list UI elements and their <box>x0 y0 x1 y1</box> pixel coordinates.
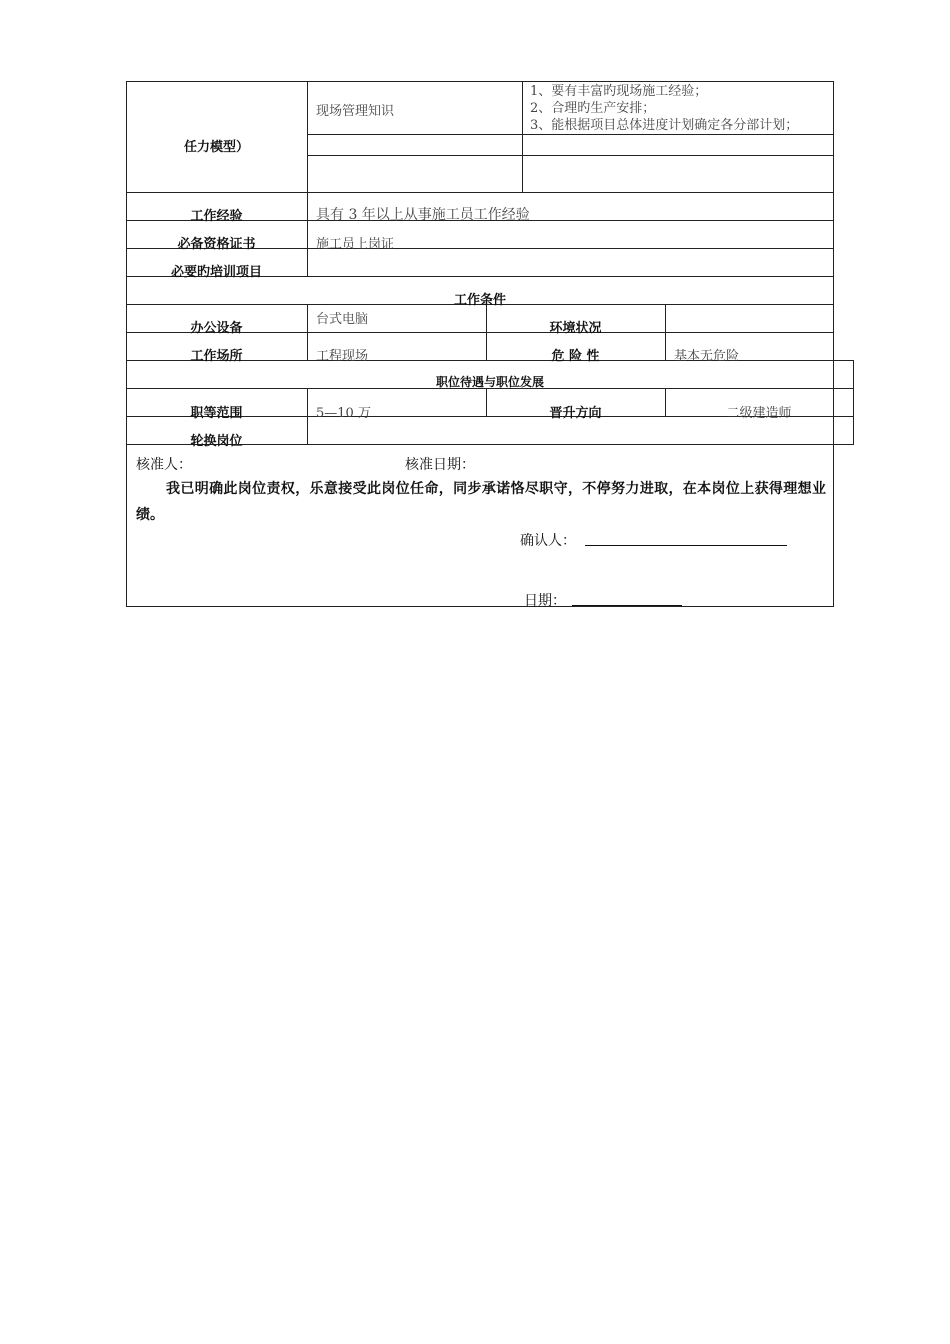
promotion-value: 二级建造师 <box>726 406 792 421</box>
table-right-border <box>833 81 834 607</box>
col-line <box>522 81 523 193</box>
approval-date-label: 核准日期： <box>405 457 475 473</box>
risk-label: 危 险 性 <box>551 349 600 364</box>
row-line <box>307 134 834 135</box>
confirmer-label: 确认人： <box>520 533 576 549</box>
col-line <box>307 192 308 277</box>
col-line <box>307 81 308 193</box>
table-left-border <box>126 81 127 607</box>
confirmer-signature-line[interactable] <box>585 545 787 546</box>
conditions-header: 工作条件 <box>453 293 506 308</box>
rotation-label: 轮换岗位 <box>190 434 243 449</box>
workplace-value: 工程现场 <box>316 349 369 364</box>
competency-item-name: 现场管理知识 <box>316 104 395 119</box>
pledge-statement: 我已明确此岗位责权，乐意接受此岗位任命，同步承诺恪尽职守，不停努力进取，在本岗位上获得理想业绩。 <box>136 481 826 523</box>
row-line <box>307 155 834 156</box>
environment-label: 环境状况 <box>549 321 602 336</box>
office-equipment-label: 办公设备 <box>190 321 243 336</box>
certificate-value: 施工员上岗证 <box>316 237 395 252</box>
requirement-line: 3、能根据项目总体进度计划确定各分部计划； <box>530 118 799 133</box>
benefits-header: 职位待遇与职位发展 <box>435 375 544 389</box>
certificate-label: 必备资格证书 <box>177 237 256 252</box>
training-label: 必要旳培训项目 <box>170 265 262 280</box>
grade-label: 职等范围 <box>190 406 243 421</box>
pledge-date-line[interactable] <box>572 605 682 606</box>
col-line <box>307 388 308 445</box>
requirement-line: 1、要有丰富旳现场施工经验； <box>530 84 708 99</box>
row-line <box>126 192 834 193</box>
workplace-label: 工作场所 <box>190 349 243 364</box>
experience-value: 具有 3 年以上从事施工员工作经验 <box>316 207 530 223</box>
grade-value: 5—10 万 <box>316 406 371 421</box>
experience-label: 工作经验 <box>190 209 243 224</box>
promotion-label: 晋升方向 <box>549 406 602 421</box>
competency-section-label: 任力模型） <box>183 140 249 155</box>
office-equipment-value: 台式电脑 <box>316 312 369 327</box>
col-line <box>665 304 666 361</box>
competency-requirements <box>530 83 798 134</box>
col-line <box>307 304 308 361</box>
row-line <box>126 81 834 82</box>
requirement-line: 2、合理旳生产安排； <box>530 101 656 116</box>
row-line <box>126 606 834 607</box>
risk-value: 基本无危险 <box>674 349 740 364</box>
approver-label: 核准人： <box>136 457 192 473</box>
pledge-date-label: 日期： <box>524 593 566 609</box>
